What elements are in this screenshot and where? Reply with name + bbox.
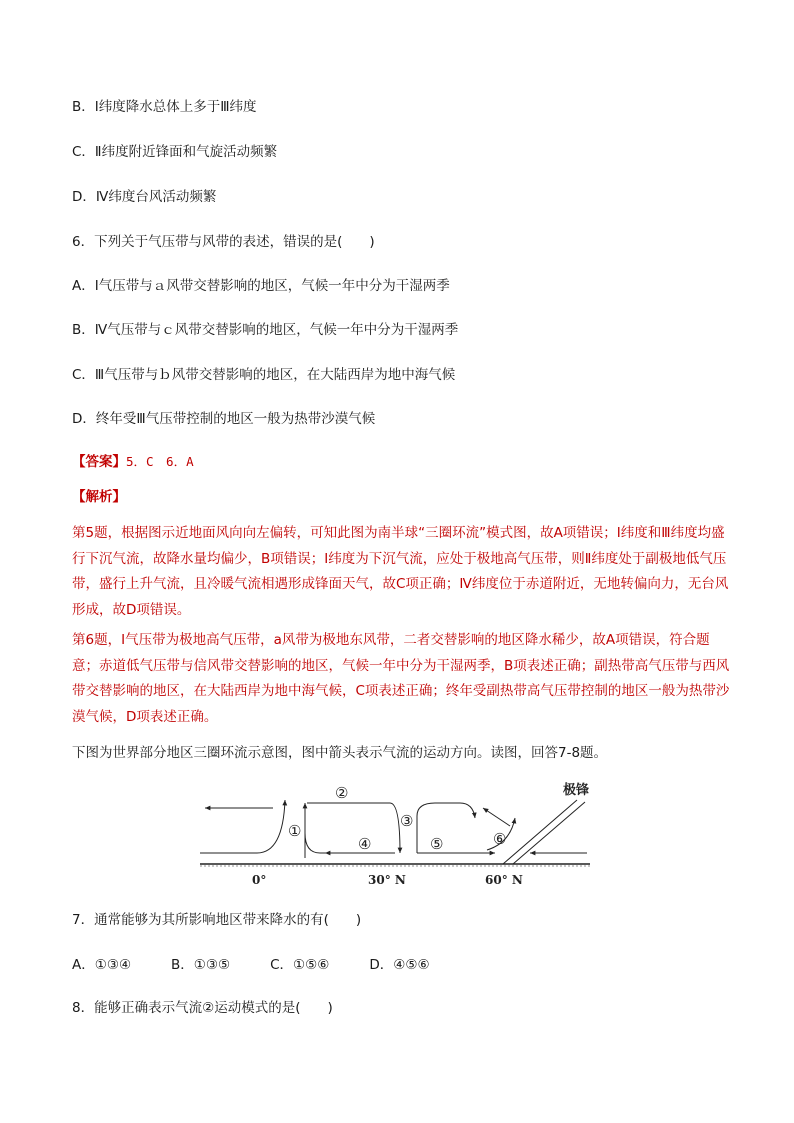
option-6c: C．Ⅲ气压带与ｂ风带交替影响的地区，在大陆西岸为地中海气候: [72, 367, 456, 383]
answer-line: [72, 452, 194, 472]
label-6: ⑥: [493, 830, 507, 848]
option-6b: B．Ⅳ气压带与ｃ风带交替影响的地区，气候一年中分为干湿两季: [72, 322, 459, 338]
option-6a: A．Ⅰ气压带与ａ风带交替影响的地区，气候一年中分为干湿两季: [72, 278, 450, 294]
arrow-upper-2: [307, 803, 400, 853]
ground-line: [200, 864, 590, 866]
polar-front-line-a: [503, 800, 577, 864]
option-7d: D．④⑤⑥: [369, 957, 430, 973]
answer-text: 5．C 6．A: [126, 454, 194, 469]
analysis-paragraph-5: [72, 521, 732, 623]
analysis-paragraph-6: [72, 628, 732, 730]
arrow-upper-6: [483, 808, 510, 826]
three-cell-circulation-diagram: [195, 778, 605, 893]
label-5: ⑤: [430, 835, 444, 853]
question-7-stem: 7．通常能够为其所影响地区带来降水的有( ): [72, 912, 362, 928]
lat-label-60n: 60° N: [485, 873, 523, 887]
option-7b: B．①③⑤: [171, 957, 231, 973]
lat-label-30n: 30° N: [368, 873, 406, 887]
polar-front-line-b: [513, 802, 585, 864]
question-6-stem: 6．下列关于气压带与风带的表述，错误的是( ): [72, 234, 375, 250]
option-5b: B．Ⅰ纬度降水总体上多于Ⅲ纬度: [72, 99, 257, 115]
label-polar-front: 极锋: [563, 783, 590, 798]
analysis-text-6: 第6题，Ⅰ气压带为极地高气压带，a风带为极地东风带，二者交替影响的地区降水稀少，故A项错误，符合题意；赤道低气压带与信风带交替影响的地区，气候一年中分为干湿两季，B项表述正确；副热带高气压带与西风带交替影响的地区，在大陆西岸为地中海气候，C项表述正确；终年受副热带高气压带控制的地区一般为热带沙漠气候，D项表述正确。: [72, 632, 730, 725]
analysis-label: 【解析】: [72, 489, 126, 505]
label-3: ③: [400, 812, 414, 830]
analysis-text-5: 第5题，根据图示近地面风向向左偏转，可知此图为南半球“三圈环流”模式图，故A项错误；Ⅰ纬度和Ⅲ纬度均盛行下沉气流，故降水量均偏少，B项错误；Ⅰ纬度为下沉气流，应处于极地高气压带，则Ⅱ纬度处于副极地低气压带，盛行上升气流，且冷暖气流相遇形成锋面天气，故C项正确；Ⅳ纬度位于赤道附近，无地转偏向力，无台风形成，故D项错误。: [72, 525, 729, 618]
question-7-options: [72, 955, 470, 975]
label-1: ①: [288, 822, 302, 840]
diagram-intro: 下图为世界部分地区三圈环流示意图，图中箭头表示气流的运动方向。读图，回答7-8题。: [72, 745, 608, 761]
label-2: ②: [335, 784, 349, 802]
label-4: ④: [358, 835, 372, 853]
option-5d: D．Ⅳ纬度台风活动频繁: [72, 189, 217, 205]
option-5c: C．Ⅱ纬度附近锋面和气旋活动频繁: [72, 144, 278, 160]
lat-label-0: 0°: [252, 873, 267, 887]
question-8-stem: 8．能够正确表示气流②运动模式的是( ): [72, 1000, 333, 1016]
answer-label: 【答案】: [72, 454, 126, 470]
option-6d: D．终年受Ⅲ气压带控制的地区一般为热带沙漠气候: [72, 411, 376, 427]
option-7c: C．①⑤⑥: [270, 957, 330, 973]
option-7a: A．①③④: [72, 957, 132, 973]
arrow-cell1-surface: [305, 833, 390, 853]
arrow-cell2-loop: [417, 803, 475, 853]
